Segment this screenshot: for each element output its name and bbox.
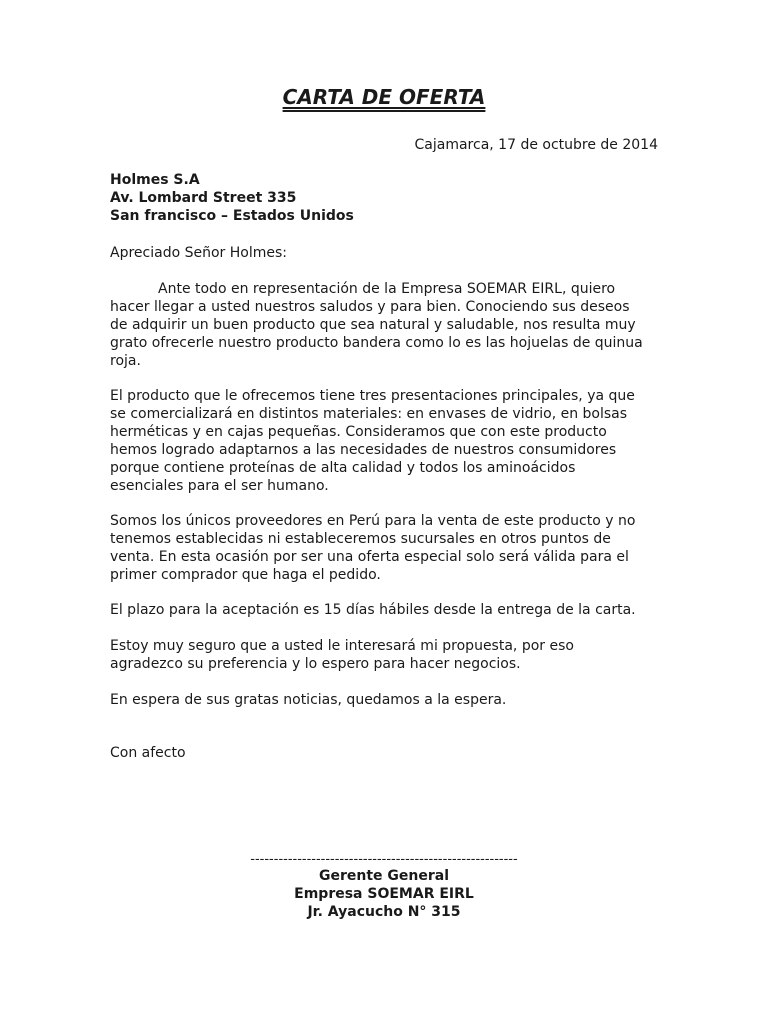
paragraph-6	[110, 691, 665, 709]
paragraph-line: hacer llegar a usted nuestros saludos y para bien. Conociendo sus deseos	[110, 299, 630, 315]
salutation-text: Apreciado Señor Holmes:	[110, 245, 287, 261]
paragraph-5	[110, 637, 665, 673]
signature-block	[0, 853, 768, 921]
paragraph-2	[110, 387, 665, 495]
paragraph-line: grato ofrecerle nuestro producto bandera como lo es las hojuelas de quinua	[110, 335, 643, 351]
paragraph-line: En espera de sus gratas noticias, quedamos a la espera.	[110, 692, 507, 708]
recipient-address: Av. Lombard Street 335	[110, 190, 297, 206]
signature-role: Gerente General	[318, 868, 449, 884]
signature-address: Jr. Ayacucho N° 315	[307, 904, 461, 920]
paragraph-line: de adquirir un buen producto que sea natural y saludable, nos resulta muy	[110, 317, 636, 333]
paragraph-line: Estoy muy seguro que a usted le interesará mi propuesta, por eso	[110, 638, 574, 654]
paragraph-line: venta. En esta ocasión por ser una oferta especial solo será válida para el	[110, 549, 629, 565]
paragraph-line: tenemos establecidas ni estableceremos sucursales en otros puntos de	[110, 531, 611, 547]
paragraph-4	[110, 601, 665, 619]
paragraph-3	[110, 512, 665, 584]
letter-title	[0, 84, 768, 110]
recipient-name: Holmes S.A	[110, 172, 200, 188]
closing	[110, 744, 665, 762]
paragraph-line: El producto que le ofrecemos tiene tres presentaciones principales, ya que	[110, 388, 635, 404]
paragraph-1	[110, 280, 665, 370]
recipient-block	[110, 171, 354, 225]
paragraph-line: hemos logrado adaptarnos a las necesidades de nuestros consumidores	[110, 442, 617, 458]
paragraph-line: roja.	[110, 353, 141, 369]
paragraph-line: se comercializará en distintos materiales: en envases de vidrio, en bolsas	[110, 406, 628, 422]
closing-text: Con afecto	[110, 745, 186, 761]
paragraph-line: primer comprador que haga el pedido.	[110, 567, 381, 583]
salutation	[110, 244, 665, 262]
letter-date: Cajamarca, 17 de octubre de 2014	[414, 137, 658, 153]
paragraph-line: herméticas y en cajas pequeñas. Consideramos que con este producto	[110, 424, 607, 440]
paragraph-line: Ante todo en representación de la Empresa SOEMAR EIRL, quiero	[158, 281, 616, 297]
letter-title-text: CARTA DE OFERTA	[282, 85, 486, 109]
paragraph-line: agradezco su preferencia y lo espero para hacer negocios.	[110, 656, 521, 672]
recipient-city: San francisco – Estados Unidos	[110, 208, 354, 224]
paragraph-line: porque contiene proteínas de alta calidad y todos los aminoácidos	[110, 460, 576, 476]
signature-company: Empresa SOEMAR EIRL	[294, 886, 474, 902]
signature-line: ---------------------------------------------------------	[250, 852, 518, 867]
paragraph-line: Somos los únicos proveedores en Perú para la venta de este producto y no	[110, 513, 636, 529]
paragraph-line: esenciales para el ser humano.	[110, 478, 329, 494]
paragraph-line: El plazo para la aceptación es 15 días hábiles desde la entrega de la carta.	[110, 602, 636, 618]
